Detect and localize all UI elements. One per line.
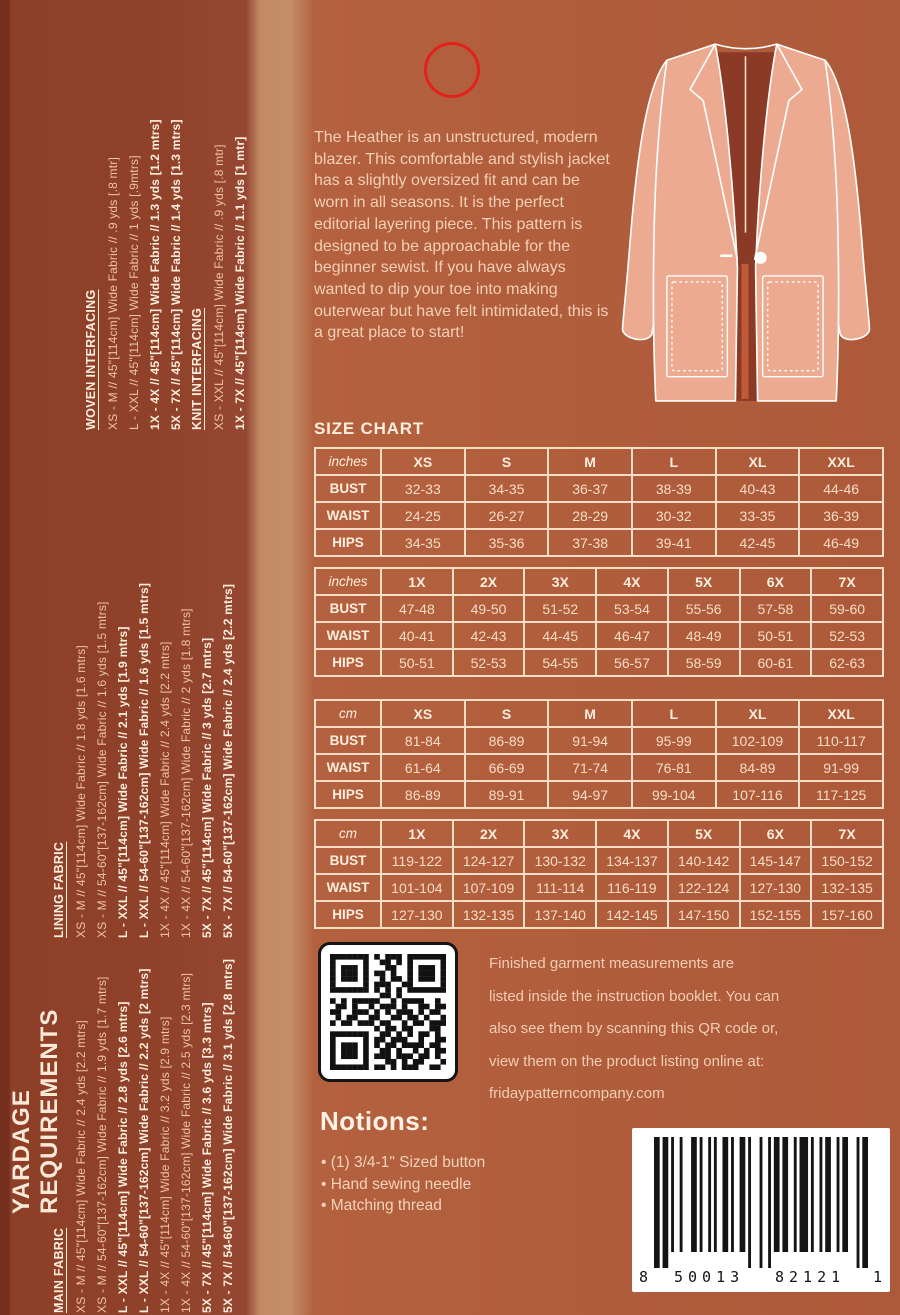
size-column-header: 3X <box>524 820 596 847</box>
qr-note-line: also see them by scanning this QR code or, <box>489 1020 779 1037</box>
notion-item: • Matching thread <box>321 1195 485 1217</box>
measurement-value: 42-45 <box>716 529 800 556</box>
unit-header: inches <box>315 568 381 595</box>
measurement-value: 101-104 <box>381 874 453 901</box>
measurement-value: 46-49 <box>799 529 883 556</box>
yardage-section-lining-fabric <box>48 436 239 938</box>
measurement-value: 110-117 <box>799 727 883 754</box>
size-chart-title: SIZE CHART <box>314 419 424 438</box>
yardage-line: 1X - 4X // 45"[114cm] Wide Fabric // 3.2 yds [2.9 mtrs] <box>158 1016 172 1313</box>
yardage-line: XS - M // 45"[114cm] Wide Fabric // 1.8 yds [1.6 mtrs] <box>74 645 88 938</box>
measurement-value: 61-64 <box>381 754 465 781</box>
measurement-value: 102-109 <box>716 727 800 754</box>
size-column-header: 7X <box>811 568 883 595</box>
size-column-header: XS <box>381 448 465 475</box>
yardage-line: 1X - 4X // 54-60"[137-162cm] Wide Fabric // 2.5 yds [2.3 mtrs] <box>179 972 193 1313</box>
barcode-digit: 1 <box>872 1268 882 1286</box>
barcode-digit: 8 <box>639 1268 649 1286</box>
measurement-value: 50-51 <box>381 649 453 676</box>
yardage-line: 5X - 7X // 54-60"[137-162cm] Wide Fabric // 2.4 yds [2.2 mtrs] <box>221 583 235 938</box>
yardage-line: XS - M // 54-60"[137-162cm] Wide Fabric // 1.9 yds [1.7 mtrs] <box>95 976 109 1313</box>
yardage-line: 5X - 7X // 45"[114cm] Wide Fabric // 3.6 yds [3.3 mtrs] <box>200 1002 214 1313</box>
yardage-line: 1X - 4X // 45"[114cm] Wide Fabric // 2.4 yds [2.2 mtrs] <box>158 641 172 938</box>
qr-note-line: Finished garment measurements are <box>489 955 735 972</box>
yardage-line: 5X - 7X // 54-60"[137-162cm] Wide Fabric // 3.1 yds [2.8 mtrs] <box>221 958 235 1313</box>
measurement-value: 132-135 <box>811 874 883 901</box>
notions-list <box>321 1152 485 1217</box>
qr-code-pattern <box>330 954 446 1070</box>
size-column-header: 4X <box>596 568 668 595</box>
measurement-value: 122-124 <box>668 874 740 901</box>
yardage-line: 5X - 7X // 45"[114cm] Wide Fabric // 3 yds [2.7 mtrs] <box>200 637 214 938</box>
measurement-value: 32-33 <box>381 475 465 502</box>
measurement-value: 46-47 <box>596 622 668 649</box>
measurement-value: 51-52 <box>524 595 596 622</box>
yardage-line: L - XXL // 45"[114cm] Wide Fabric // 2.8 yds [2.6 mtrs] <box>116 1001 130 1313</box>
measurement-value: 54-55 <box>524 649 596 676</box>
size-column-header: L <box>632 700 716 727</box>
notion-item: • (1) 3/4-1" Sized button <box>321 1152 485 1174</box>
measurement-value: 60-61 <box>740 649 812 676</box>
yardage-line: XS - XXL // 45"[114cm] Wide Fabric // .9 yds [.8 mtr] <box>212 144 226 430</box>
qr-note-line: listed inside the instruction booklet. You can <box>489 987 780 1005</box>
pattern-description: The Heather is an unstructured, modern blazer. This comfortable and stylish jacket has a slightly oversized fit and can be worn in all seasons. It is the perfect editorial layering piece. This pattern is designed to be approachable for the beginner sewist. If you have always wanted to dip your toe into making outerwear but have felt intimidated, this is a great place to start! <box>314 129 610 342</box>
measurement-value: 35-36 <box>465 529 549 556</box>
measurement-value: 42-43 <box>453 622 525 649</box>
yardage-section-woven-interfacing <box>80 0 187 430</box>
measurement-value: 59-60 <box>811 595 883 622</box>
yardage-line: L - XXL // 54-60"[137-162cm] Wide Fabric // 1.6 yds [1.5 mtrs] <box>137 582 151 938</box>
measurement-value: 84-89 <box>716 754 800 781</box>
size-table-cm-xs-xxl <box>314 699 884 809</box>
measurement-row-label: BUST <box>315 595 381 622</box>
size-column-header: XS <box>381 700 465 727</box>
yardage-section-heading: LINING FABRIC <box>52 841 66 938</box>
size-column-header: 2X <box>453 568 525 595</box>
measurement-value: 28-29 <box>548 502 632 529</box>
red-circle-annotation <box>424 42 480 98</box>
measurement-value: 55-56 <box>668 595 740 622</box>
measurement-value: 44-45 <box>524 622 596 649</box>
yardage-section-heading: WOVEN INTERFACING <box>84 289 98 430</box>
measurement-row-label: WAIST <box>315 754 381 781</box>
barcode-digit-group: 82121 <box>775 1268 846 1286</box>
yardage-section-knit-interfacing <box>186 0 251 430</box>
measurement-value: 142-145 <box>596 901 668 928</box>
measurement-value: 137-140 <box>524 901 596 928</box>
notions-title: Notions: <box>320 1106 430 1136</box>
measurement-value: 99-104 <box>632 781 716 808</box>
measurement-value: 24-25 <box>381 502 465 529</box>
measurement-row-label: HIPS <box>315 649 381 676</box>
size-column-header: XXL <box>799 700 883 727</box>
measurement-value: 94-97 <box>548 781 632 808</box>
measurement-value: 147-150 <box>668 901 740 928</box>
yardage-line: XS - M // 45"[114cm] Wide Fabric // 2.4 yds [2.2 mtrs] <box>74 1020 88 1313</box>
yardage-line: XS - M // 54-60"[137-162cm] Wide Fabric // 1.6 yds [1.5 mtrs] <box>95 601 109 938</box>
measurement-value: 44-46 <box>799 475 883 502</box>
measurement-value: 52-53 <box>811 622 883 649</box>
measurement-value: 134-137 <box>596 847 668 874</box>
measurement-value: 152-155 <box>740 901 812 928</box>
measurement-value: 91-99 <box>799 754 883 781</box>
measurement-value: 34-35 <box>381 529 465 556</box>
measurement-value: 34-35 <box>465 475 549 502</box>
measurement-value: 145-147 <box>740 847 812 874</box>
measurement-value: 150-152 <box>811 847 883 874</box>
measurement-value: 62-63 <box>811 649 883 676</box>
measurement-value: 39-41 <box>632 529 716 556</box>
size-column-header: 1X <box>381 820 453 847</box>
size-column-header: S <box>465 700 549 727</box>
size-column-header: M <box>548 700 632 727</box>
size-column-header: M <box>548 448 632 475</box>
measurement-value: 71-74 <box>548 754 632 781</box>
blazer-illustration <box>602 26 890 414</box>
measurement-value: 38-39 <box>632 475 716 502</box>
qr-note-line: fridaypatterncompany.com <box>489 1085 665 1102</box>
measurement-value: 86-89 <box>381 781 465 808</box>
measurement-value: 56-57 <box>596 649 668 676</box>
measurement-value: 49-50 <box>453 595 525 622</box>
qr-note-line: view them on the product listing online at: <box>489 1052 765 1070</box>
measurement-value: 95-99 <box>632 727 716 754</box>
measurement-value: 86-89 <box>465 727 549 754</box>
measurement-value: 132-135 <box>453 901 525 928</box>
measurement-value: 127-130 <box>381 901 453 928</box>
size-column-header: 5X <box>668 568 740 595</box>
size-table-cm-1x-7x <box>314 819 884 929</box>
measurement-value: 107-116 <box>716 781 800 808</box>
size-column-header: XXL <box>799 448 883 475</box>
measurement-value: 157-160 <box>811 901 883 928</box>
measurement-value: 91-94 <box>548 727 632 754</box>
qr-note <box>489 948 859 1111</box>
measurement-row-label: HIPS <box>315 781 381 808</box>
yardage-line: 1X - 4X // 45"[114cm] Wide Fabric // 1.3 yds [1.2 mtrs] <box>148 119 162 430</box>
measurement-row-label: HIPS <box>315 529 381 556</box>
size-column-header: 7X <box>811 820 883 847</box>
size-column-header: 2X <box>453 820 525 847</box>
yardage-line: 1X - 7X // 45"[114cm] Wide Fabric // 1.1 yds [1 mtr] <box>233 136 247 430</box>
measurement-row-label: WAIST <box>315 502 381 529</box>
size-table-inches-1x-7x <box>314 567 884 677</box>
measurement-row-label: WAIST <box>315 622 381 649</box>
measurement-value: 140-142 <box>668 847 740 874</box>
measurement-value: 124-127 <box>453 847 525 874</box>
measurement-value: 33-35 <box>716 502 800 529</box>
measurement-value: 52-53 <box>453 649 525 676</box>
measurement-value: 50-51 <box>740 622 812 649</box>
yardage-requirements-title: YARDAGE REQUIREMENTS <box>8 1008 63 1214</box>
measurement-value: 47-48 <box>381 595 453 622</box>
barcode <box>632 1128 890 1292</box>
size-column-header: 5X <box>668 820 740 847</box>
measurement-value: 89-91 <box>465 781 549 808</box>
measurement-value: 30-32 <box>632 502 716 529</box>
yardage-line: L - XXL // 45"[114cm] Wide Fabric // 2.1 yds [1.9 mtrs] <box>116 626 130 938</box>
yardage-line: L - XXL // 54-60"[137-162cm] Wide Fabric // 2.2 yds [2 mtrs] <box>137 968 151 1313</box>
size-column-header: S <box>465 448 549 475</box>
size-column-header: 3X <box>524 568 596 595</box>
size-column-header: L <box>632 448 716 475</box>
size-column-header: XL <box>716 700 800 727</box>
size-table-inches-xs-xxl <box>314 447 884 557</box>
barcode-digit-group: 50013 <box>674 1268 745 1286</box>
measurement-value: 53-54 <box>596 595 668 622</box>
measurement-value: 36-39 <box>799 502 883 529</box>
measurement-row-label: BUST <box>315 727 381 754</box>
size-column-header: 6X <box>740 568 812 595</box>
measurement-value: 107-109 <box>453 874 525 901</box>
measurement-value: 116-119 <box>596 874 668 901</box>
measurement-value: 127-130 <box>740 874 812 901</box>
measurement-value: 130-132 <box>524 847 596 874</box>
size-column-header: XL <box>716 448 800 475</box>
notion-item: • Hand sewing needle <box>321 1174 485 1196</box>
yardage-line: XS - M // 45"[114cm] Wide Fabric // .9 yds [.8 mtr] <box>106 157 120 430</box>
measurement-value: 40-41 <box>381 622 453 649</box>
barcode-bars <box>652 1137 872 1271</box>
measurement-value: 111-114 <box>524 874 596 901</box>
measurement-value: 40-43 <box>716 475 800 502</box>
unit-header: cm <box>315 820 381 847</box>
measurement-row-label: HIPS <box>315 901 381 928</box>
unit-header: cm <box>315 700 381 727</box>
measurement-value: 57-58 <box>740 595 812 622</box>
measurement-row-label: BUST <box>315 847 381 874</box>
size-column-header: 4X <box>596 820 668 847</box>
size-column-header: 1X <box>381 568 453 595</box>
measurement-value: 66-69 <box>465 754 549 781</box>
measurement-value: 117-125 <box>799 781 883 808</box>
yardage-line: L - XXL // 45"[114cm] Wide Fabric // 1 yds [.9mtrs] <box>127 155 141 430</box>
measurement-value: 48-49 <box>668 622 740 649</box>
qr-code <box>318 942 458 1082</box>
measurement-value: 58-59 <box>668 649 740 676</box>
measurement-value: 119-122 <box>381 847 453 874</box>
size-column-header: 6X <box>740 820 812 847</box>
yardage-line: 5X - 7X // 45"[114cm] Wide Fabric // 1.4 yds [1.3 mtrs] <box>169 119 183 430</box>
unit-header: inches <box>315 448 381 475</box>
measurement-value: 37-38 <box>548 529 632 556</box>
measurement-value: 36-37 <box>548 475 632 502</box>
measurement-row-label: WAIST <box>315 874 381 901</box>
yardage-line: 1X - 4X // 54-60"[137-162cm] Wide Fabric // 2 yds [1.8 mtrs] <box>179 608 193 938</box>
yardage-section-heading: MAIN FABRIC <box>52 1227 66 1313</box>
measurement-value: 26-27 <box>465 502 549 529</box>
yardage-section-main-fabric <box>48 925 239 1313</box>
yardage-section-heading: KNIT INTERFACING <box>190 307 204 430</box>
measurement-row-label: BUST <box>315 475 381 502</box>
measurement-value: 76-81 <box>632 754 716 781</box>
measurement-value: 81-84 <box>381 727 465 754</box>
